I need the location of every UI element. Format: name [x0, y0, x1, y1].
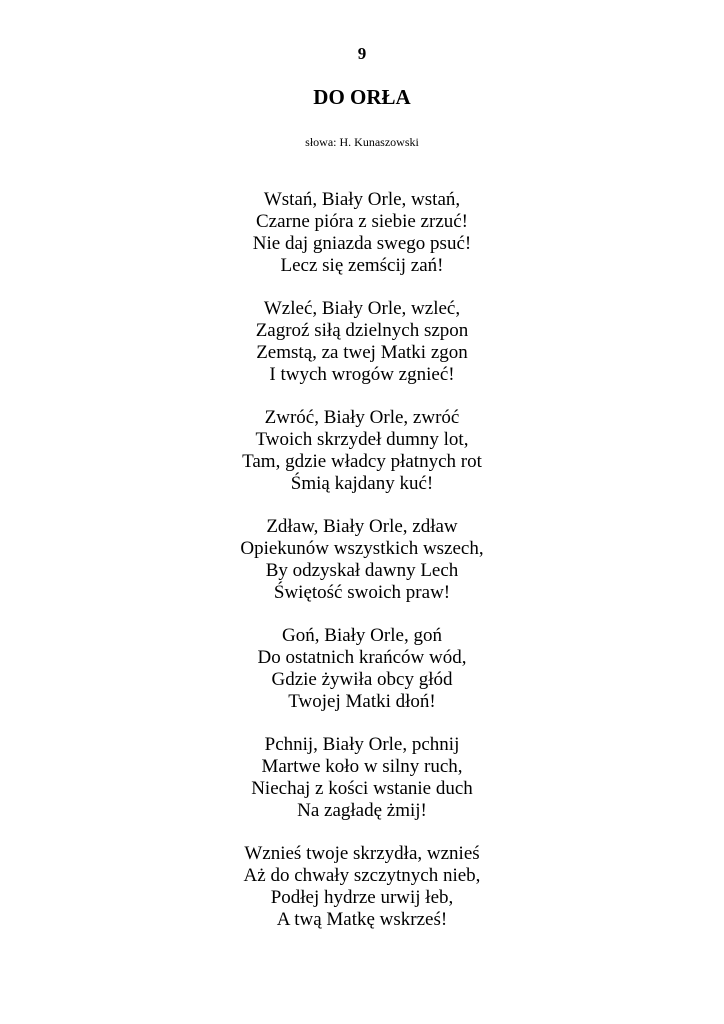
verse-line: By odzyskał dawny Lech	[265, 560, 459, 581]
lyrics-author: słowa: H. Kunaszowski	[305, 135, 419, 149]
poem-text	[0, 189, 724, 952]
verse-line: Czarne pióra z siebie zrzuć!	[255, 211, 469, 232]
verse-line: Pchnij, Biały Orle, pchnij	[264, 734, 460, 755]
verse-line: Świętość swoich praw!	[273, 582, 451, 603]
verse-line: Do ostatnich krańców wód,	[257, 647, 467, 668]
verse-line: Opiekunów wszystkich wszech,	[240, 538, 484, 559]
verse-line: Gdzie żywiła obcy głód	[271, 669, 453, 690]
verse-line: Wstań, Biały Orle, wstań,	[263, 189, 461, 210]
stanza	[0, 189, 724, 277]
stanza	[0, 625, 724, 713]
verse-line: Goń, Biały Orle, goń	[282, 625, 442, 646]
verse-line: Zwróć, Biały Orle, zwróć	[264, 407, 460, 428]
stanza	[0, 516, 724, 604]
stanza	[0, 298, 724, 386]
stanza	[0, 407, 724, 495]
verse-line: Zdław, Biały Orle, zdław	[266, 516, 458, 537]
verse-line: Tam, gdzie władcy płatnych rot	[242, 451, 482, 472]
verse-line: Aż do chwały szczytnych nieb,	[243, 865, 481, 886]
verse-line: Zemstą, za twej Matki zgon	[256, 342, 468, 363]
verse-line: Niechaj z kości wstanie duch	[251, 778, 473, 799]
verse-line: Martwe koło w silny ruch,	[261, 756, 463, 777]
stanza	[0, 734, 724, 822]
verse-line: Twojej Matki dłoń!	[288, 691, 436, 712]
verse-line: Wznieś twoje skrzydła, wznieś	[244, 843, 480, 864]
stanza	[0, 843, 724, 931]
song-title: DO ORŁA	[313, 85, 411, 109]
verse-line: A twą Matkę wskrześ!	[276, 909, 448, 930]
song-number: 9	[357, 44, 367, 63]
verse-line: Zagroź siłą dzielnych szpon	[255, 320, 469, 341]
verse-line: Wzleć, Biały Orle, wzleć,	[263, 298, 461, 319]
verse-line: Nie daj gniazda swego psuć!	[252, 233, 472, 254]
verse-line: Twoich skrzydeł dumny lot,	[255, 429, 469, 450]
verse-line: Lecz się zemścij zań!	[280, 255, 444, 276]
verse-line: Śmią kajdany kuć!	[290, 473, 434, 494]
verse-line: Na zagładę żmij!	[297, 800, 427, 821]
verse-line: I twych wrogów zgnieć!	[269, 364, 455, 385]
verse-line: Podłej hydrze urwij łeb,	[270, 887, 454, 908]
